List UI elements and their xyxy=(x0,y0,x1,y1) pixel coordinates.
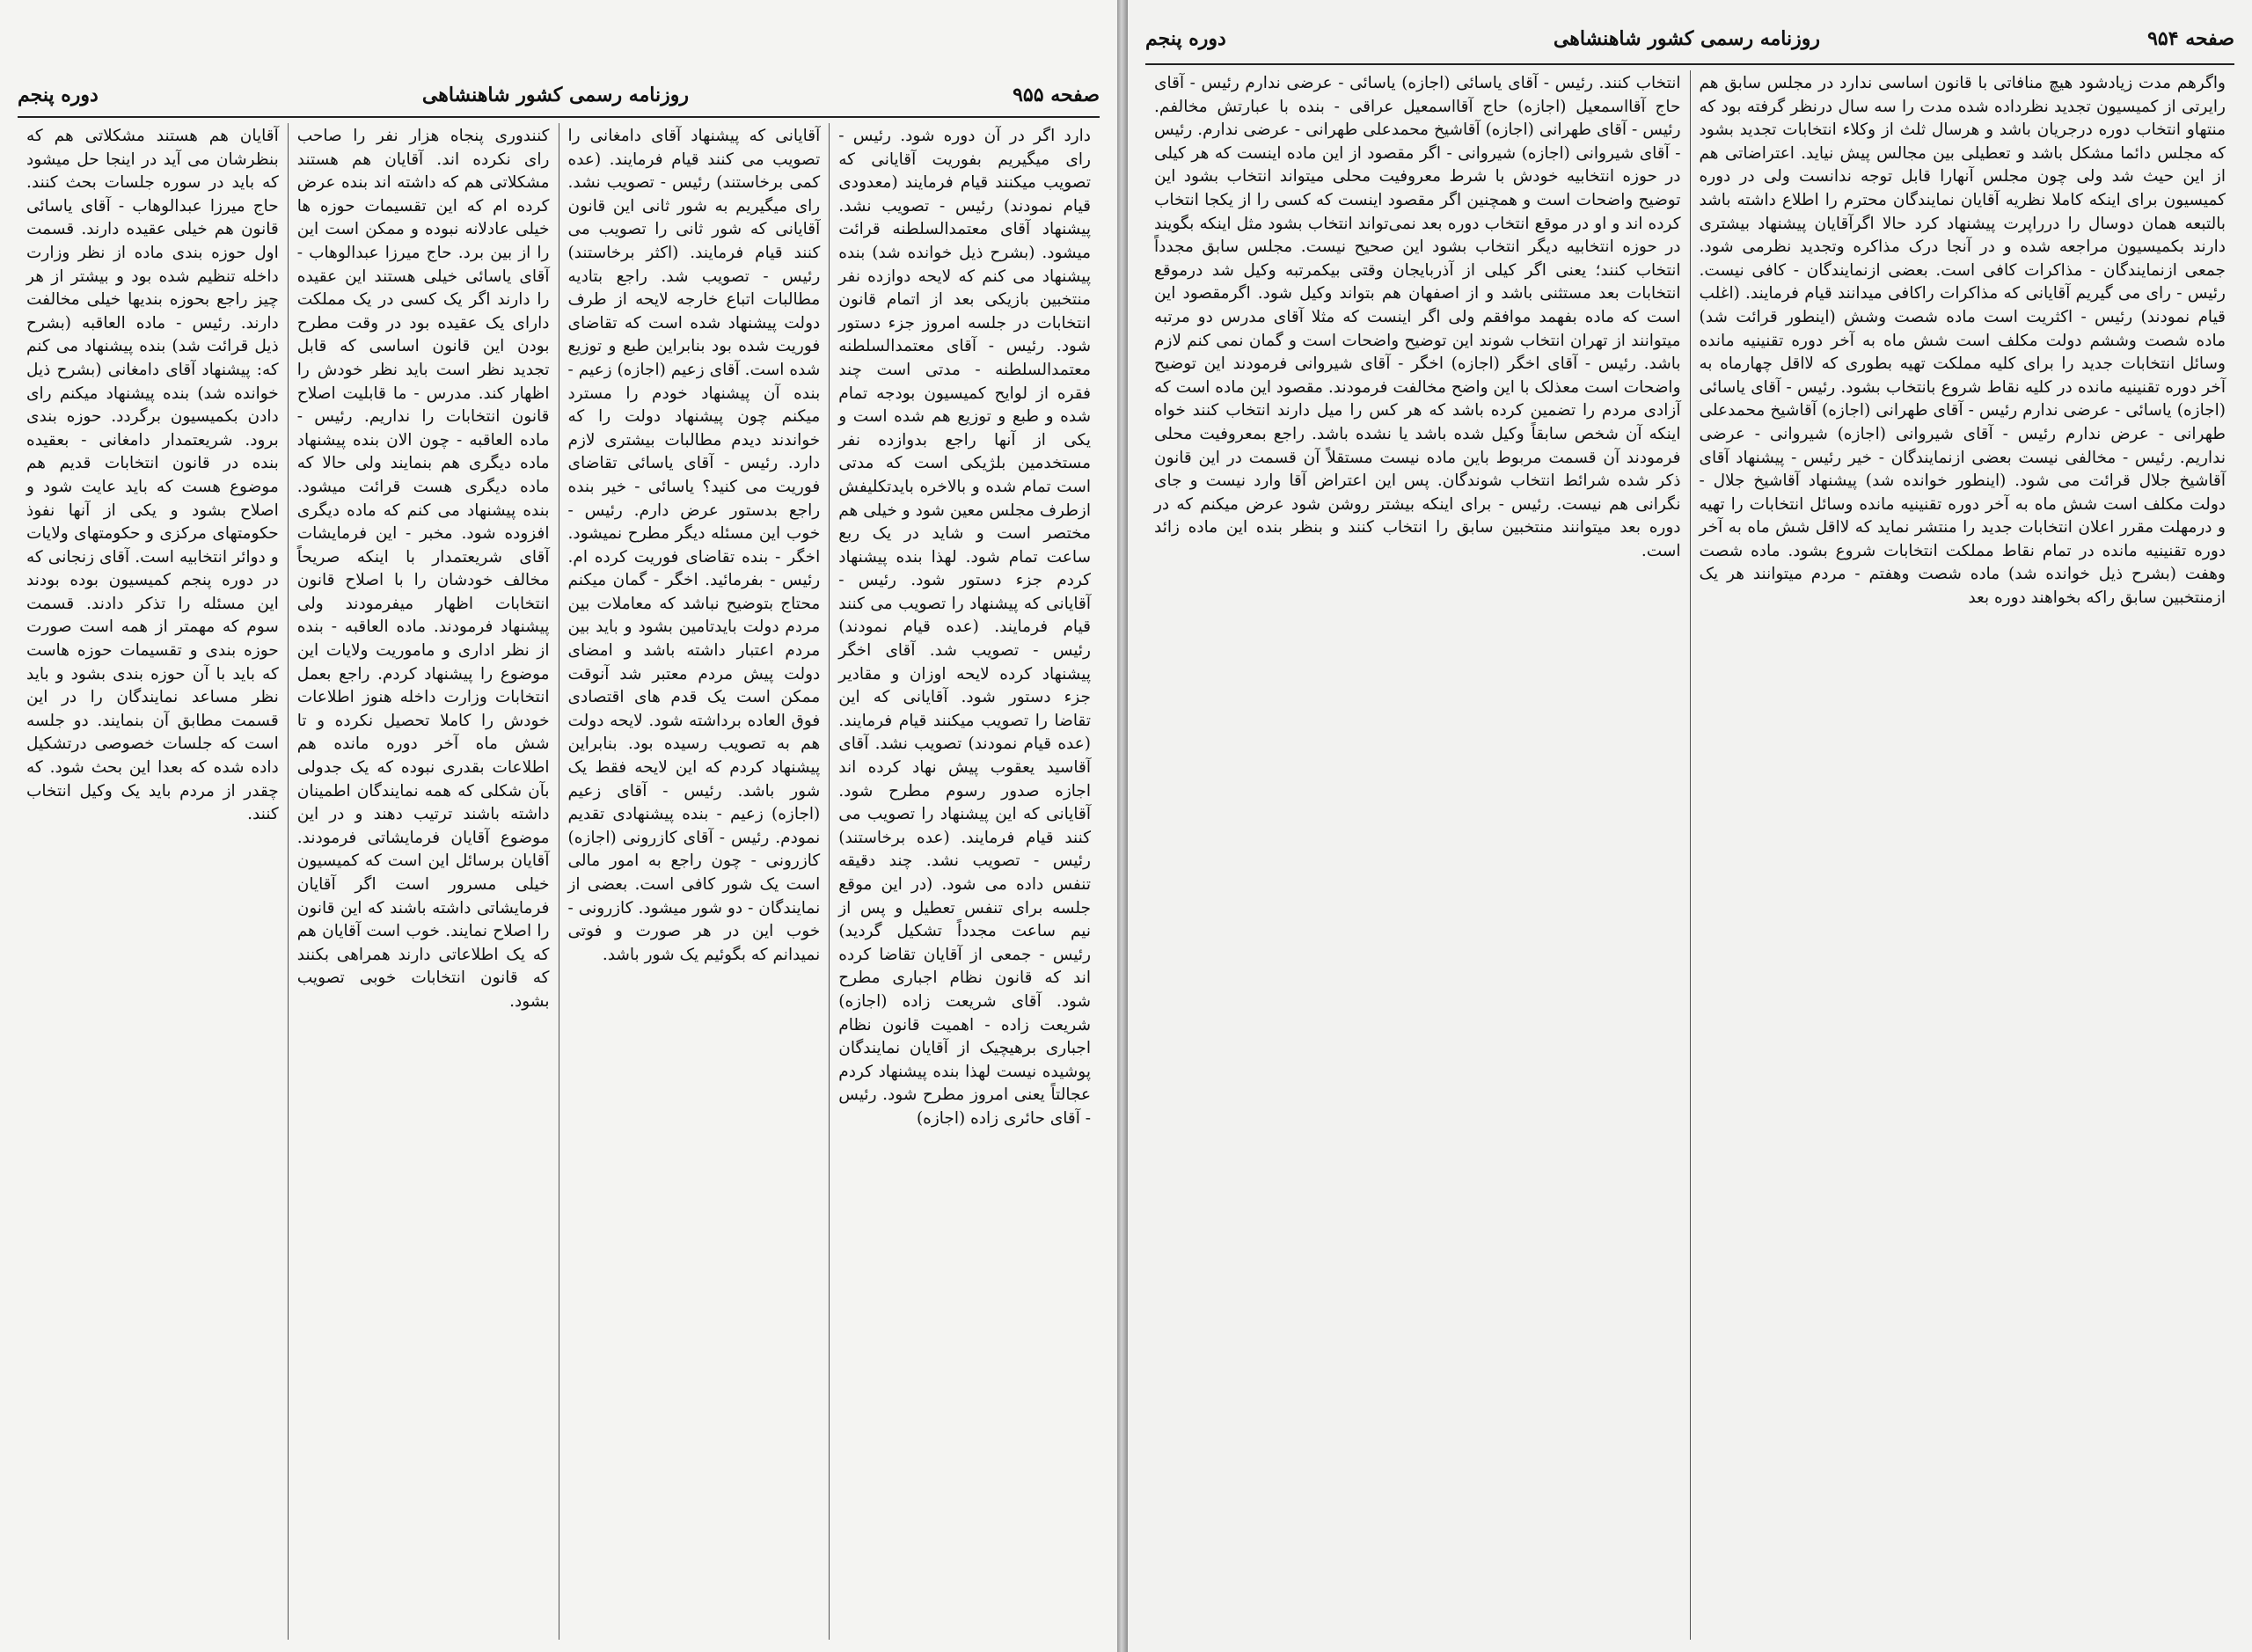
page-number: صفحه ۹۵۵ xyxy=(1013,84,1100,106)
text-column: کنندوری پنجاه هزار نفر را صاحب رای نکرده اند. آقایان هم هستند مشکلاتی هم که داشته اند بنده عرض کرده ام که این تقسیمات حوزه ها خیلی عادلانه نبوده و ممکن است این را از بین برد. حاج میرزا عبدالوهاب - آقای یاسائی خیلی هستند این عقیده را دارند اگر یک کسی در یک مملکت دارای یک عقیده بود در وقت مطرح بودن این قانون اساسی که قابل تجدید نظر است باید نظر خودش را اظهار کند. مدرس - ما قابلیت اصلاح قانون انتخابات را نداریم. رئیس - ماده العاقبه - چون الان بنده پیشنهاد ماده دیگری هم بنمایند ولی حالا که ماده دیگری هست قرائت میشود. بنده پیشنهاد می کنم که ماده دیگری افزوده شود. مخبر - این فرمایشات آقای شریعتمدار با اینکه صریحاً مخالف خودشان را با اصلاح قانون انتخابات اظهار میفرمودند ولی پیشنهاد فرمودند. ماده العاقبه - بنده از نظر اداری و ماموریت ولایات این موضوع را پیشنهاد کردم. راجع بعمل انتخابات وزارت داخله هنوز اطلاعات خودش را کاملا تحصیل نکرده و تا شش ماه آخر دوره مانده هم اطلاعات بقدری نبوده که یک جدولی بآن شکلی که همه نمایندگان اطمینان داشته باشند ترتیب دهند و در این موضوع آقایان فرمایشاتی فرمودند. آقایان برسائل این است که کمیسیون خیلی مسرور است اگر آقایان فرمایشاتی داشته باشند که این قانون را اصلاح نمایند. خوب است آقایان هم که یک اطلاعاتی دارند همراهی بکنند که قانون انتخابات خوبی تصویب بشود. xyxy=(288,123,559,1640)
newspaper-title: روزنامه رسمی کشور شاهنشاهی xyxy=(1553,27,1821,50)
text-column: آقایان هم هستند مشکلاتی هم که بنظرشان می آید در اینجا حل میشود که باید در سوره جلسات بحث کنند. حاج میرزا عبدالوهاب - آقای یاسائی قانون هم خیلی عقیده دارند. قسمت اول حوزه بندی ماده از نظر وزارت داخله تنظیم شده بود و بیشتر از هر چیز راجع بحوزه بندیها خیلی مخالفت دارند. رئیس - ماده العاقبه (بشرح ذیل قرائت شد) بنده پیشنهاد می کنم که: پیشنهاد آقای دامغانی (بشرح ذیل خوانده شد) بنده پیشنهاد میکنم رای دادن بکمیسیون برگردد. حوزه بندی برود. شریعتمدار دامغانی - بعقیده بنده در قانون انتخابات قدیم هم موضوع هست که باید عایت شود و اصلاح بشود و یکی از آنها نفوذ حکومتهای مرکزی و حکومتهای ولایات و دوائر انتخابیه است. آقای زنجانی که در دوره پنجم کمیسیون بوده بودند این مسئله را تذکر دادند. قسمت سوم که مهمتر از همه است صورت حوزه بندی و تقسیمات حوزه هاست که باید با آن حوزه بندی بشود و باید نظر مساعد نمایندگان را در این قسمت مطابق آن بنمایند. دو جلسه است که جلسات خصوصی درتشکیل داده شده که بعدا این بحث شود. که چقدر از مردم باید یک وکیل انتخاب کنند. xyxy=(26,127,279,824)
text-column: واگرهم مدت زیادشود هیچ منافاتی با قانون اساسی ندارد در مجلس سابق هم رایرتی از کمیسیون تجدید نظرداده شده مدت را سه سال درنظر گرفته بود که منتهاو انتخاب دوره درجریان باشد و هرسال ثلث از وکلاء انتخابات تجدید بشود که مجلس دائما مشکل باشد و تعطیلی بین مجالس پیش نیاید. اعتراضاتی هم از این حیث شد ولی چون مجلس آنهارا قابل توجه ندانست ولی در دوره کمیسیون برای اینکه کاملا نظریه آقایان نمایندگان محترم را اطلاع داشته باشد بالتبعه همان دوسال را درراپرت پیشنهاد کرد حالا اگرآقایان پیشنهاد بیشتری دارند بکمیسیون مراجعه شده و در آنجا درک مذاکره وتجدید نظرمی شود. جمعی ازنمایندگان - مذاکرات کافی است. بعضی ازنمایندگان - کافی نیست. رئیس - رای می گیریم آقایانی که مذاکرات راکافی میدانند قیام فرمایند. (اغلب قیام نمودند) رئیس - اکثریت است ماده شصت وشش (اینطور قرائت شد) ماده شصت وششم دولت مکلف است شش ماه به آخر دوره تقنینیه مانده وسائل انتخابات جدید را برای کلیه مملکت تهیه بطوری که لااقل چهارماه به آخر دوره تقنینیه مانده در کلیه نقاط شروع بانتخاب بشود. رئیس - آقای یاسائی (اجازه) یاسائی - عرضی ندارم رئیس - آقای طهرانی (اجازه) آقاشیخ محمدعلی طهرانی - عرض ندارم رئیس - آقای شیروانی (اجازه) شیروانی - عرضی نداریم. رئیس - مخالفی نیست بعضی ازنمایندگان - خیر رئیس - پیشنهاد آقای آقاشیخ جلال قرائت می شود. (اینطور خوانده شد) پیشنهاد آقاشیخ جلال - دولت مکلف است شش ماه به آخر دوره تقنینیه مانده وسائل انتخابات را تهیه و درمهلت مقرر اعلان انتخابات جدید را منتشر نماید که لااقل شش ماه به آخر دوره تقنینیه مانده در تمام نقاط مملکت انتخابات شروع بشود. ماده شصت وهفت (بشرح ذیل خوانده شد) ماده شصت وهفتم - مردم میتوانند هر یک ازمنتخبین سابق راکه بخواهند دوره بعد xyxy=(1690,70,2235,1640)
binding-gutter xyxy=(1117,0,1128,1652)
right-page xyxy=(1128,0,2252,1652)
newspaper-title: روزنامه رسمی کشور شاهنشاهی xyxy=(421,84,690,106)
header-rule xyxy=(1145,63,2234,65)
text-column: انتخاب کنند. رئیس - آقای یاسائی (اجازه) یاسائی - عرضی ندارم رئیس - آقای حاج آقااسمعیل (اجازه) حاج آقااسمعیل عراقی - بنده با عبارتش مخالفم. رئیس - آقای طهرانی (اجازه) آقاشیخ محمدعلی طهرانی - عرضی ندارم. رئیس - آقای شیروانی (اجازه) شیروانی - اگر مقصود از این ماده اینست که هر کیلی در حوزه انتخابیه خودش با شرط معروفیت محلی میتواند انتخاب بشود این توضیح واضحات است و همچنین اگر مقصود اینست که کسی را از یکجا انتخاب کرده اند و او در موقع انتخاب دوره بعد نمی‌تواند انتخاب بشود مثل اینکه بگویند در حوزه انتخابیه دیگر انتخاب بشود این صحیح نیست. مجلس سابق مجدداً انتخاب کنند؛ یعنی اگر کیلی از آذربایجان وقتی بیکمرتبه وکیل شد درموقع انتخابات بعد مستثنی باشد و از اصفهان هم بتواند وکیل شود. اگرمقصود این است که ماده بفهمد موافقم ولی اگر اینست که مثلا آقای مدرس دو مرتبه میتوانند از تهران انتخاب شوند این توضیح واضحات است و گمان نمی کنم لازم باشد. رئیس - آقای اخگر (اجازه) اخگر - آقای شیروانی فرمودند این توضیح واضحات است معذلک با این واضح مخالفت فرمودند. مقصود این ماده است که آزادی مردم را تضمین کرده باشد که هر کس را میل دارند انتخاب کنند خواه اینکه آن شخص سابقاً وکیل شده باشد یا نشده باشد. راجع بمعروفیت محلی فرمودند آن قسمت مربوط باین ماده نیست مستقلاً آن قسمت در این قانون ذکر شده شرائط انتخاب شوندگان. پس این اعتراض آقا وارد نیست و جای نگرانی هم نیست. رئیس - برای اینکه بیشتر روشن شود عرض میکنم که در دوره بعد میتوانند منتخبین سابق را انتخاب کنند و بنظر بنده این ماده زائد است. xyxy=(1154,74,1681,560)
text-column: آقایانی که پیشنهاد آقای دامغانی را تصویب می کنند قیام فرمایند. (عده کمی برخاستند) رئیس - تصویب نشد. رای میگیریم به شور ثانی این قانون آقایانی که شور ثانی را تصویب می کنند قیام فرمایند. (اکثر برخاستند) رئیس - تصویب شد. راجع بتادیه مطالبات اتباع خارجه لایحه از طرف دولت پیشنهاد شده است که تقاضای فوریت شده بود بنابراین طبع و توزیع شده است. آقای زعیم (اجازه) زعیم - بنده آن پیشنهاد خودم را مسترد میکنم چون پیشنهاد دولت را که خواندند دیدم مطالبات بیشتری لازم دارد. رئیس - آقای یاسائی تقاضای فوریت می کنید؟ یاسائی - خیر بنده راجع بدستور عرض دارم. رئیس - خوب این مسئله دیگر مطرح نمیشود. اخگر - بنده تقاضای فوریت کرده ام. رئیس - بفرمائید. اخگر - گمان میکنم محتاج بتوضیح نباشد که معاملات بین مردم دولت بایدتامین بشود و باید بین مردم اعتبار داشته باشد و امضای دولت پیش مردم معتبر شد آنوقت ممکن است یک قدم های اقتصادی فوق العاده برداشته شود. لایحه دولت هم به تصویب رسیده بود. بنابراین پیشنهاد کردم که این لایحه فقط یک شور باشد. رئیس - آقای زعیم (اجازه) زعیم - بنده پیشنهادی تقدیم نمودم. رئیس - آقای کازرونی (اجازه) کازرونی - چون راجع به امور مالی است یک شور کافی است. بعضی از نمایندگان - دو شور میشود. کازرونی - خوب این در هر صورت و فوتی نمیدانم که بگوئیم یک شور باشد. xyxy=(559,123,830,1640)
right-page-columns xyxy=(1145,70,2234,1640)
page-number: صفحه ۹۵۴ xyxy=(2147,27,2234,50)
term-label: دوره پنجم xyxy=(1145,27,1226,50)
text-column: دارد اگر در آن دوره شود. رئیس - رای میگیریم بفوریت آقایانی که تصویب میکنند قیام فرمایند (معدودی قیام نمودند) رئیس - تصویب نشد. پیشنهاد آقای معتمدالسلطنه قرائت میشود. (بشرح ذیل خوانده شد) بنده پیشنهاد می کنم که لایحه دوازده نفر منتخبین بازیکی بعد از اتمام قانون انتخابات در جلسه امروز جزء دستور شود. رئیس - آقای معتمدالسلطنه معتمدالسلطنه - مدتی است چند فقره از لوایح کمیسیون بودجه تمام شده و طبع و توزیع هم شده است و یکی از آنها راجع بدوازده نفر مستخدمین بلژیکی است که مدتی است تمام شده و بالاخره بایدتکلیفش ازطرف مجلس معین شود و خیلی هم مختصر است و شاید در یک ربع ساعت تمام شود. لهذا بنده پیشنهاد کردم جزء دستور شود. رئیس - آقایانی که پیشنهاد را تصویب می کنند قیام فرمایند. (عده قیام نمودند) رئیس - تصویب شد. آقای اخگر پیشنهاد کرده لایحه اوزان و مقادیر جزء دستور شود. آقایانی که این تقاضا را تصویب میکنند قیام فرمایند. (عده قیام نمودند) تصویب نشد. آقای آقاسید یعقوب پیش نهاد کرده اند اجازه صدور رسوم مطرح شود. آقایانی که این پیشنهاد را تصویب می کنند قیام فرمایند. (عده برخاستند) رئیس - تصویب نشد. چند دقیقه تنفس داده می شود. (در این موقع جلسه برای تنفس تعطیل و پس از نیم ساعت مجدداً تشکیل گردید) رئیس - جمعی از آقایان تقاضا کرده اند که قانون نظام اجباری مطرح شود. آقای شریعت زاده (اجازه) شریعت زاده - اهمیت قانون نظام اجباری برهیچیک از آقایان نمایندگان پوشیده نیست لهذا بنده پیشنهاد کردم عجالتاً یعنی امروز مطرح شود. رئیس - آقای حائری زاده (اجازه) xyxy=(829,123,1100,1640)
header-rule xyxy=(18,116,1100,118)
term-label: دوره پنجم xyxy=(18,84,99,106)
right-page-header xyxy=(1145,19,2234,58)
left-page-header xyxy=(18,76,1100,114)
left-page-columns xyxy=(18,123,1100,1640)
left-page xyxy=(0,0,1117,1652)
